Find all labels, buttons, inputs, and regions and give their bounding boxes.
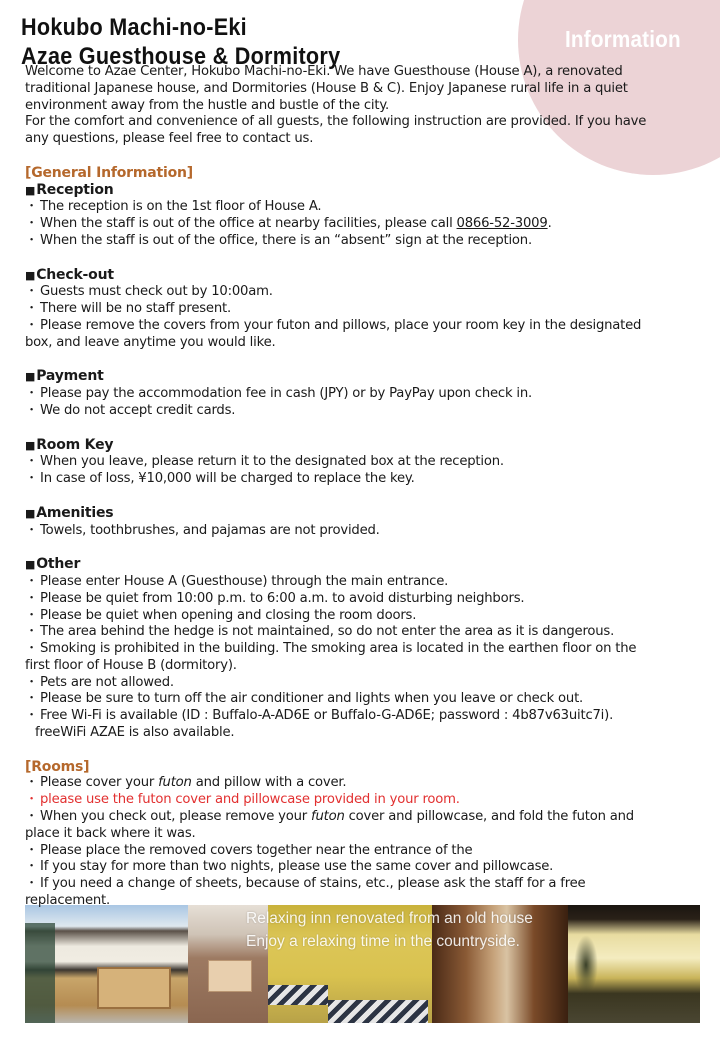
dot-bullet-icon: ・: [25, 317, 38, 333]
dot-bullet-icon: ・: [25, 641, 38, 657]
list-item: [25, 471, 705, 488]
list-item: [25, 284, 705, 301]
dot-bullet-icon: ・: [25, 859, 38, 875]
intro-paragraph: [25, 64, 705, 148]
list-item-text: If you stay for more than two nights, please use the same cover and pillowcase.: [40, 859, 554, 875]
list-item-text: Please remove the covers from your futon and pillows, place your room key in the designated: [40, 317, 642, 333]
list-item: [25, 843, 705, 860]
dot-bullet-icon: ・: [25, 199, 38, 215]
square-bullet-icon: ■: [25, 183, 36, 197]
dot-bullet-icon: ・: [25, 232, 38, 248]
square-bullet-icon: ■: [25, 370, 36, 384]
list-item: [25, 386, 705, 403]
list-item: [25, 454, 705, 471]
list-item-text: Free Wi-Fi is available (ID : Buffalo-A-AD6E or Buffalo-G-AD6E; password : 4b87v63uitc7i).: [40, 708, 614, 724]
list-item-text: Pets are not allowed.: [40, 674, 174, 690]
list-item: [25, 523, 705, 540]
dot-bullet-icon: ・: [25, 573, 38, 589]
dot-bullet-icon: ・: [25, 386, 38, 402]
dot-bullet-icon: ・: [25, 402, 38, 418]
list-item-text: Please be sure to turn off the air conditioner and lights when you leave or check out.: [40, 691, 584, 707]
list-item-text: Please place the removed covers together near the entrance of the: [40, 842, 473, 858]
list-item-text: Please be quiet from 10:00 p.m. to 6:00 a.m. to avoid disturbing neighbors.: [40, 590, 525, 606]
dot-bullet-icon: ・: [25, 624, 38, 640]
list-item: [25, 199, 705, 216]
alert-text: please use the futon cover and pillowcase provided in your room.: [40, 792, 460, 808]
list-item-wifi: [25, 708, 705, 725]
intro-line: environment away from the hustle and bustle of the city.: [25, 97, 390, 113]
italic-term: futon: [311, 809, 345, 825]
punctuation: .: [547, 216, 552, 232]
dot-bullet-icon: ・: [25, 809, 38, 825]
list-item-text: Please be quiet when opening and closing the room doors.: [40, 607, 417, 623]
list-item-continuation: box, and leave anytime you would like.: [25, 334, 276, 350]
list-item-continuation: first floor of House B (dormitory).: [25, 657, 237, 673]
intro-line: Welcome to Azae Center, Hokubo Machi-no-Eki. We have Guesthouse (House A), a renovated: [25, 64, 623, 79]
intro-line: any questions, please feel free to contact us.: [25, 131, 314, 147]
list-item-text: When the staff is out of the office, there is an “absent” sign at the reception.: [40, 232, 532, 248]
list-item-text: In case of loss, ¥10,000 will be charged to replace the key.: [40, 471, 415, 487]
list-item-text: Guests must check out by 10:00am.: [40, 284, 273, 300]
subheading-label: Check-out: [36, 266, 114, 283]
caption-line: Enjoy a relaxing time in the countryside.: [246, 933, 520, 950]
list-item: [25, 216, 705, 233]
page-title-line1: Hokubo Machi-no-Eki: [21, 14, 247, 41]
list-item-continuation: freeWiFi AZAE is also available.: [35, 725, 235, 741]
list-item: [25, 301, 705, 318]
square-bullet-icon: ■: [25, 506, 36, 520]
list-item-text: Towels, toothbrushes, and pajamas are not provided.: [40, 522, 380, 538]
dot-bullet-icon: ・: [25, 284, 38, 300]
list-item: [25, 608, 705, 625]
dot-bullet-icon: ・: [25, 522, 38, 538]
list-item-text: When you leave, please return it to the designated box at the reception.: [40, 454, 504, 470]
list-item: [25, 318, 705, 335]
subheading-label: Amenities: [36, 504, 114, 521]
list-item-text: When the staff is out of the office at nearby facilities, please call: [40, 216, 457, 232]
square-bullet-icon: ■: [25, 438, 36, 452]
list-item: [25, 876, 705, 893]
text: cover and pillowcase, and fold the futon and: [344, 809, 634, 825]
subheading-room-key: [25, 437, 705, 455]
list-item: [25, 624, 705, 641]
dot-bullet-icon: ・: [25, 842, 38, 858]
list-item: [25, 809, 705, 826]
section-heading-rooms: [Rooms]: [25, 758, 90, 775]
list-item-text: Please pay the accommodation fee in cash (JPY) or by PayPay upon check in.: [40, 386, 532, 402]
information-badge: Information: [565, 26, 681, 52]
dot-bullet-icon: ・: [25, 674, 38, 690]
list-item: [25, 775, 705, 792]
intro-line: For the comfort and convenience of all guests, the following instruction are provided. If you have: [25, 114, 647, 130]
subheading-label: Payment: [36, 368, 104, 385]
subheading-amenities: [25, 505, 705, 523]
photo-courtyard-night: [568, 905, 700, 1023]
list-item-continuation: replacement.: [25, 893, 111, 909]
subheading-other: [25, 556, 705, 574]
list-item-text: There will be no staff present.: [40, 301, 231, 317]
dot-bullet-icon: ・: [25, 708, 38, 724]
list-item-text: Smoking is prohibited in the building. The smoking area is located in the earthen floor on the: [40, 641, 637, 657]
list-item-text: Please enter House A (Guesthouse) through the main entrance.: [40, 573, 449, 589]
list-item: [25, 574, 705, 591]
square-bullet-icon: ■: [25, 268, 36, 282]
subheading-label: Room Key: [36, 436, 114, 453]
subheading-label: Other: [36, 556, 81, 573]
list-item-alert: [25, 792, 705, 809]
list-item-text: We do not accept credit cards.: [40, 402, 236, 418]
caption-line: Relaxing inn renovated from an old house: [246, 910, 533, 927]
text: When you check out, please remove your: [40, 809, 311, 825]
subheading-label: Reception: [36, 181, 114, 198]
italic-term: futon: [158, 775, 192, 791]
list-item: [25, 591, 705, 608]
text: Please cover your: [40, 775, 159, 791]
list-item-text: The area behind the hedge is not maintained, so do not enter the area as it is dangerous.: [40, 624, 615, 640]
text: and pillow with a cover.: [191, 775, 347, 791]
page-title-line2: Azae Guesthouse & Dormitory: [21, 43, 341, 70]
photo-caption: [246, 907, 533, 953]
list-item-text: If you need a change of sheets, because of stains, etc., please ask the staff for a free: [40, 876, 586, 892]
subheading-checkout: [25, 267, 705, 285]
list-item: [25, 675, 705, 692]
subheading-payment: [25, 368, 705, 386]
list-item: [25, 403, 705, 420]
list-item: [25, 859, 705, 876]
dot-bullet-icon: ・: [25, 590, 38, 606]
list-item-text: The reception is on the 1st floor of House A.: [40, 199, 322, 215]
document-body: [25, 64, 705, 910]
phone-number-link[interactable]: 0866-52-3009: [456, 216, 548, 232]
dot-bullet-icon: ・: [25, 607, 38, 623]
dot-bullet-icon: ・: [25, 216, 38, 232]
dot-bullet-icon: ・: [25, 691, 38, 707]
section-heading-general: [General Information]: [25, 164, 193, 181]
intro-line: traditional Japanese house, and Dormitories (House B & C). Enjoy Japanese rural life in a quiet: [25, 80, 628, 96]
dot-bullet-icon: ・: [25, 775, 38, 791]
subheading-reception: [25, 182, 705, 200]
dot-bullet-icon: ・: [25, 454, 38, 470]
list-item-continuation: place it back where it was.: [25, 825, 196, 841]
dot-bullet-icon: ・: [25, 876, 38, 892]
square-bullet-icon: ■: [25, 558, 36, 572]
dot-bullet-icon: ・: [25, 471, 38, 487]
list-item: [25, 233, 705, 250]
list-item: [25, 641, 705, 658]
dot-bullet-icon: ・: [25, 792, 38, 808]
dot-bullet-icon: ・: [25, 301, 38, 317]
photo-guesthouse-exterior: [25, 905, 188, 1023]
list-item: [25, 691, 705, 708]
